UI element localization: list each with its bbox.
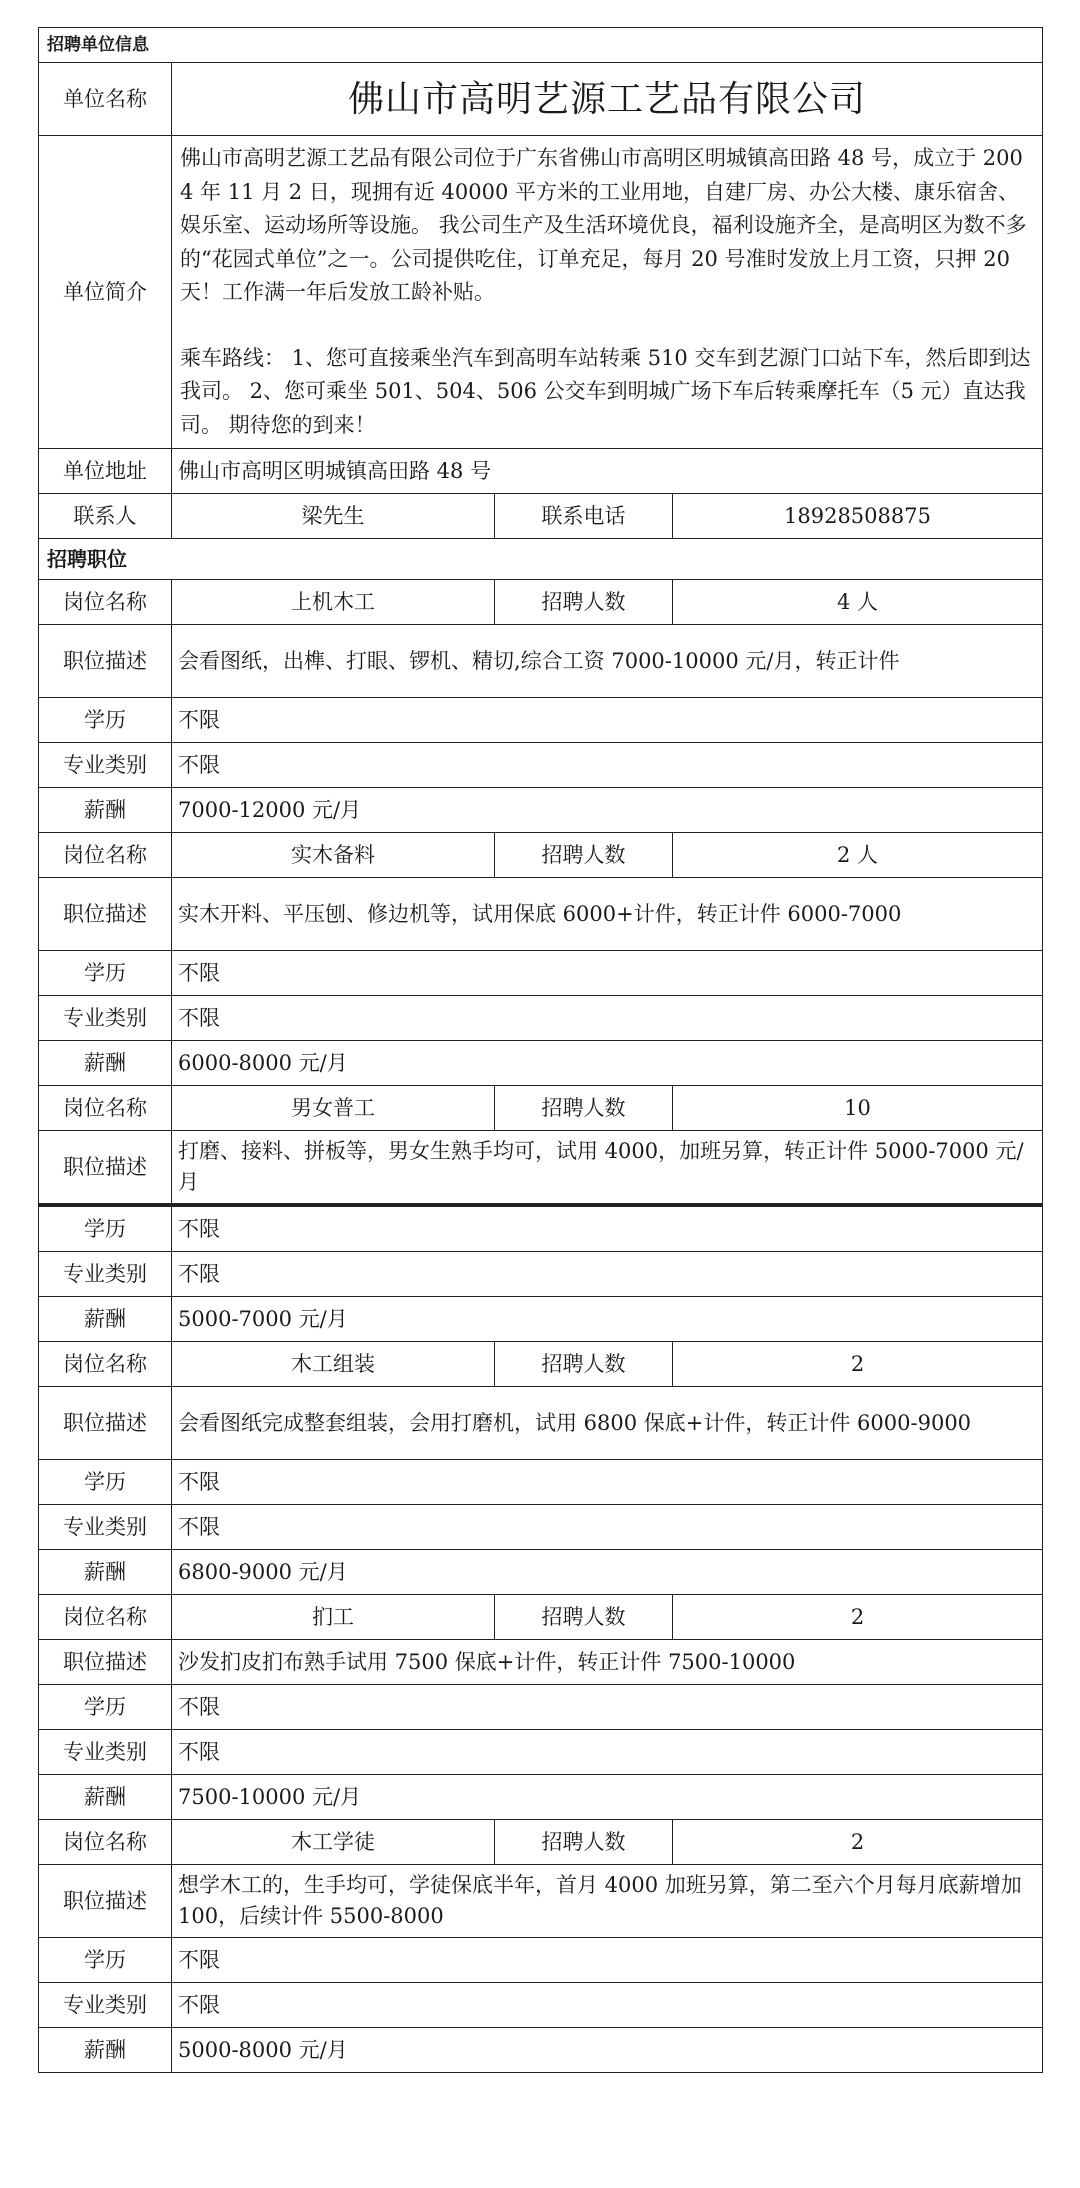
description-label: 职位描述 bbox=[39, 625, 172, 698]
education-value: 不限 bbox=[172, 1205, 1043, 1252]
salary-value: 7000-12000 元/月 bbox=[172, 788, 1043, 833]
major-label: 专业类别 bbox=[39, 1505, 172, 1550]
major-value: 不限 bbox=[172, 996, 1043, 1041]
description-label: 职位描述 bbox=[39, 1640, 172, 1685]
education-value: 不限 bbox=[172, 1938, 1043, 1983]
company-address-label: 单位地址 bbox=[39, 449, 172, 494]
company-intro-paragraph: 佛山市高明艺源工艺品有限公司位于广东省佛山市高明区明城镇高田路 48 号，成立于 2004 年 11 月 2 日，现拥有近 40000 平方米的工业用地，自建厂房、办公大楼、康乐宿舍、娱乐室、运动场所等设施。 我公司生产及生活环境优良，福利设施齐全，是高明区为数不多的“花园式单位”之一。公司提供吃住，订单充足，每月 20 号准时发放上月工资，只押 20 天！工作满一年后发放工龄补贴。 bbox=[180, 146, 1027, 304]
major-value: 不限 bbox=[172, 1252, 1043, 1297]
education-value: 不限 bbox=[172, 1460, 1043, 1505]
job-description: 会看图纸，出榫、打眼、锣机、精切,综合工资 7000-10000 元/月，转正计件 bbox=[172, 625, 1043, 698]
job-description: 实木开料、平压刨、修边机等，试用保底 6000+计件，转正计件 6000-7000 bbox=[172, 878, 1043, 951]
position-title: 木工学徒 bbox=[172, 1820, 495, 1865]
major-value: 不限 bbox=[172, 1983, 1043, 2028]
hire-count: 2 bbox=[673, 1820, 1043, 1865]
section-title-jobs: 招聘职位 bbox=[39, 539, 1043, 580]
education-label: 学历 bbox=[39, 1460, 172, 1505]
salary-label: 薪酬 bbox=[39, 788, 172, 833]
job-description: 会看图纸完成整套组装，会用打磨机，试用 6800 保底+计件，转正计件 6000-9000 bbox=[172, 1387, 1043, 1460]
recruitment-table bbox=[38, 27, 1043, 2073]
company-name: 佛山市高明艺源工艺品有限公司 bbox=[172, 63, 1043, 136]
company-intro bbox=[172, 136, 1043, 449]
description-label: 职位描述 bbox=[39, 1387, 172, 1460]
position-label: 岗位名称 bbox=[39, 833, 172, 878]
salary-value: 6800-9000 元/月 bbox=[172, 1550, 1043, 1595]
education-label: 学历 bbox=[39, 1938, 172, 1983]
count-label: 招聘人数 bbox=[495, 1820, 673, 1865]
major-label: 专业类别 bbox=[39, 1730, 172, 1775]
company-route-paragraph: 乘车路线： 1、您可直接乘坐汽车到高明车站转乘 510 交车到艺源门口站下车，然后即到达我司。 2、您可乘坐 501、504、506 公交车到明城广场下车后转乘摩托车（5 元）直达我司。 期待您的到来！ bbox=[180, 345, 1031, 437]
major-label: 专业类别 bbox=[39, 743, 172, 788]
position-title: 上机木工 bbox=[172, 580, 495, 625]
salary-value: 7500-10000 元/月 bbox=[172, 1775, 1043, 1820]
salary-label: 薪酬 bbox=[39, 1041, 172, 1086]
hire-count: 10 bbox=[673, 1086, 1043, 1131]
position-label: 岗位名称 bbox=[39, 1820, 172, 1865]
contact-label: 联系人 bbox=[39, 494, 172, 539]
hire-count: 4 人 bbox=[673, 580, 1043, 625]
education-value: 不限 bbox=[172, 951, 1043, 996]
position-title: 扪工 bbox=[172, 1595, 495, 1640]
salary-label: 薪酬 bbox=[39, 1775, 172, 1820]
position-title: 男女普工 bbox=[172, 1086, 495, 1131]
description-label: 职位描述 bbox=[39, 1131, 172, 1206]
description-label: 职位描述 bbox=[39, 1865, 172, 1938]
education-value: 不限 bbox=[172, 1685, 1043, 1730]
position-label: 岗位名称 bbox=[39, 1086, 172, 1131]
position-title: 木工组装 bbox=[172, 1342, 495, 1387]
salary-label: 薪酬 bbox=[39, 1550, 172, 1595]
jobs-list bbox=[39, 580, 1043, 2073]
major-value: 不限 bbox=[172, 743, 1043, 788]
count-label: 招聘人数 bbox=[495, 1342, 673, 1387]
section-title-company: 招聘单位信息 bbox=[39, 28, 1043, 63]
major-label: 专业类别 bbox=[39, 1983, 172, 2028]
count-label: 招聘人数 bbox=[495, 1086, 673, 1131]
position-title: 实木备料 bbox=[172, 833, 495, 878]
description-label: 职位描述 bbox=[39, 878, 172, 951]
count-label: 招聘人数 bbox=[495, 1595, 673, 1640]
company-name-label: 单位名称 bbox=[39, 63, 172, 136]
hire-count: 2 bbox=[673, 1342, 1043, 1387]
major-label: 专业类别 bbox=[39, 1252, 172, 1297]
hire-count: 2 bbox=[673, 1595, 1043, 1640]
major-value: 不限 bbox=[172, 1505, 1043, 1550]
salary-value: 5000-8000 元/月 bbox=[172, 2028, 1043, 2073]
salary-value: 6000-8000 元/月 bbox=[172, 1041, 1043, 1086]
major-label: 专业类别 bbox=[39, 996, 172, 1041]
education-label: 学历 bbox=[39, 951, 172, 996]
count-label: 招聘人数 bbox=[495, 580, 673, 625]
recruitment-sheet bbox=[38, 27, 1042, 2073]
position-label: 岗位名称 bbox=[39, 580, 172, 625]
contact-name: 梁先生 bbox=[172, 494, 495, 539]
company-intro-label: 单位简介 bbox=[39, 136, 172, 449]
company-address: 佛山市高明区明城镇高田路 48 号 bbox=[172, 449, 1043, 494]
education-label: 学历 bbox=[39, 698, 172, 743]
salary-label: 薪酬 bbox=[39, 1297, 172, 1342]
education-value: 不限 bbox=[172, 698, 1043, 743]
salary-value: 5000-7000 元/月 bbox=[172, 1297, 1043, 1342]
count-label: 招聘人数 bbox=[495, 833, 673, 878]
salary-label: 薪酬 bbox=[39, 2028, 172, 2073]
job-description: 沙发扪皮扪布熟手试用 7500 保底+计件，转正计件 7500-10000 bbox=[172, 1640, 1043, 1685]
hire-count: 2 人 bbox=[673, 833, 1043, 878]
job-description: 想学木工的，生手均可，学徒保底半年，首月 4000 加班另算，第二至六个月每月底薪增加 100，后续计件 5500-8000 bbox=[172, 1865, 1043, 1938]
job-description: 打磨、接料、拼板等，男女生熟手均可，试用 4000，加班另算，转正计件 5000-7000 元/月 bbox=[172, 1131, 1043, 1206]
major-value: 不限 bbox=[172, 1730, 1043, 1775]
phone-number: 18928508875 bbox=[673, 494, 1043, 539]
phone-label: 联系电话 bbox=[495, 494, 673, 539]
position-label: 岗位名称 bbox=[39, 1342, 172, 1387]
education-label: 学历 bbox=[39, 1205, 172, 1252]
position-label: 岗位名称 bbox=[39, 1595, 172, 1640]
education-label: 学历 bbox=[39, 1685, 172, 1730]
